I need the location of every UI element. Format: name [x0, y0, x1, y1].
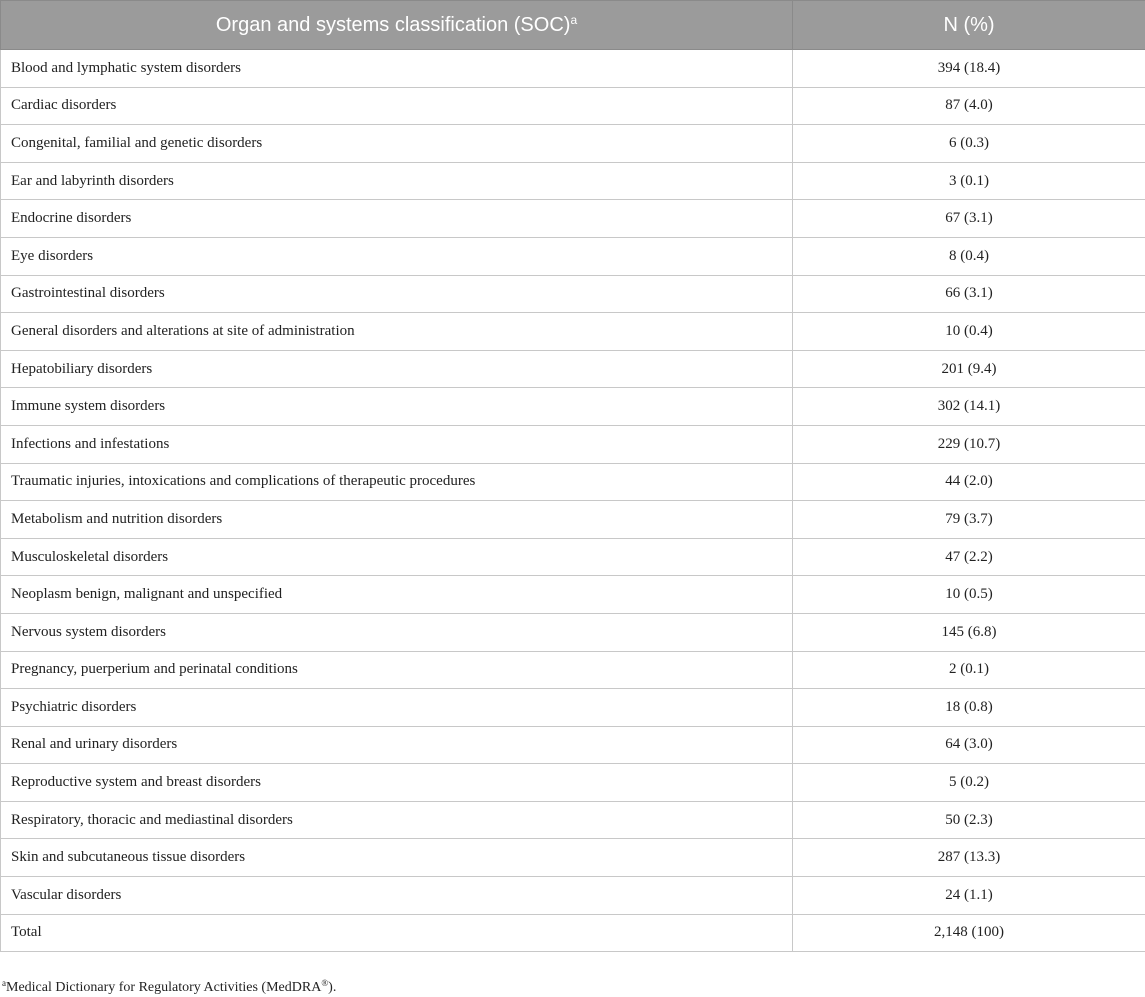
soc-name-cell: Cardiac disorders — [1, 87, 793, 125]
soc-name-cell: Endocrine disorders — [1, 200, 793, 238]
soc-name-cell: Ear and labyrinth disorders — [1, 162, 793, 200]
soc-name-cell: Immune system disorders — [1, 388, 793, 426]
soc-name-cell: Nervous system disorders — [1, 613, 793, 651]
n-percent-cell: 5 (0.2) — [793, 764, 1145, 802]
n-percent-cell: 2 (0.1) — [793, 651, 1145, 689]
n-percent-cell: 10 (0.4) — [793, 313, 1145, 351]
table-row — [1, 425, 1145, 463]
soc-name-cell: Gastrointestinal disorders — [1, 275, 793, 313]
soc-name-cell: Vascular disorders — [1, 877, 793, 915]
n-percent-cell: 50 (2.3) — [793, 801, 1145, 839]
n-percent-cell: 10 (0.5) — [793, 576, 1145, 614]
n-percent-cell: 287 (13.3) — [793, 839, 1145, 877]
n-percent-cell: 3 (0.1) — [793, 162, 1145, 200]
table-row — [1, 764, 1145, 802]
table-body — [1, 50, 1145, 952]
soc-name-cell: Blood and lymphatic system disorders — [1, 50, 793, 88]
n-percent-cell: 67 (3.1) — [793, 200, 1145, 238]
registered-mark: ® — [321, 978, 329, 988]
table-row — [1, 576, 1145, 614]
n-percent-cell: 2,148 (100) — [793, 914, 1145, 952]
table-row — [1, 839, 1145, 877]
n-percent-cell: 24 (1.1) — [793, 877, 1145, 915]
table-row — [1, 162, 1145, 200]
soc-name-cell: Congenital, familial and genetic disorders — [1, 125, 793, 163]
total-row — [1, 914, 1145, 952]
soc-name-cell: General disorders and alterations at site of administration — [1, 313, 793, 351]
n-percent-cell: 87 (4.0) — [793, 87, 1145, 125]
soc-name-cell: Pregnancy, puerperium and perinatal conditions — [1, 651, 793, 689]
header-soc-label: Organ and systems classification (SOC) — [215, 14, 571, 36]
table-row — [1, 275, 1145, 313]
soc-name-cell: Eye disorders — [1, 237, 793, 275]
n-percent-cell: 8 (0.4) — [793, 237, 1145, 275]
soc-name-cell: Psychiatric disorders — [1, 689, 793, 727]
n-percent-cell: 47 (2.2) — [793, 538, 1145, 576]
table-row — [1, 501, 1145, 539]
n-percent-cell: 201 (9.4) — [793, 350, 1145, 388]
table-row — [1, 388, 1145, 426]
n-percent-cell: 229 (10.7) — [793, 425, 1145, 463]
soc-name-cell: Hepatobiliary disorders — [1, 350, 793, 388]
n-percent-cell: 6 (0.3) — [793, 125, 1145, 163]
table-row — [1, 350, 1145, 388]
soc-name-cell: Musculoskeletal disorders — [1, 538, 793, 576]
table-row — [1, 538, 1145, 576]
n-percent-cell: 394 (18.4) — [793, 50, 1145, 88]
footnote-marker: a — [2, 978, 6, 988]
table-row — [1, 689, 1145, 727]
header-soc-footnote-marker: a — [570, 13, 578, 27]
table-row — [1, 125, 1145, 163]
soc-name-cell: Total — [1, 914, 793, 952]
n-percent-cell: 64 (3.0) — [793, 726, 1145, 764]
table-header — [1, 1, 1145, 50]
n-percent-cell: 145 (6.8) — [793, 613, 1145, 651]
table-row — [1, 50, 1145, 88]
soc-name-cell: Respiratory, thoracic and mediastinal disorders — [1, 801, 793, 839]
table-row — [1, 463, 1145, 501]
table-row — [1, 613, 1145, 651]
table-row — [1, 801, 1145, 839]
soc-name-cell: Metabolism and nutrition disorders — [1, 501, 793, 539]
table-row — [1, 313, 1145, 351]
footnote-text-end: ). — [328, 980, 337, 995]
table-row — [1, 726, 1145, 764]
table-row — [1, 200, 1145, 238]
n-percent-cell: 18 (0.8) — [793, 689, 1145, 727]
soc-name-cell: Traumatic injuries, intoxications and complications of therapeutic procedures — [1, 463, 793, 501]
footnote-text: Medical Dictionary for Regulatory Activities (MedDRA — [6, 980, 322, 995]
table-row — [1, 651, 1145, 689]
header-soc — [1, 1, 793, 50]
footnote — [2, 978, 336, 996]
soc-name-cell: Neoplasm benign, malignant and unspecified — [1, 576, 793, 614]
table-row — [1, 87, 1145, 125]
soc-name-cell: Skin and subcutaneous tissue disorders — [1, 839, 793, 877]
soc-name-cell: Renal and urinary disorders — [1, 726, 793, 764]
n-percent-cell: 66 (3.1) — [793, 275, 1145, 313]
soc-name-cell: Infections and infestations — [1, 425, 793, 463]
header-n-percent: N (%) — [793, 1, 1145, 50]
header-row — [1, 1, 1145, 50]
table-row — [1, 237, 1145, 275]
soc-name-cell: Reproductive system and breast disorders — [1, 764, 793, 802]
n-percent-cell: 44 (2.0) — [793, 463, 1145, 501]
n-percent-cell: 302 (14.1) — [793, 388, 1145, 426]
n-percent-cell: 79 (3.7) — [793, 501, 1145, 539]
table-row — [1, 877, 1145, 915]
